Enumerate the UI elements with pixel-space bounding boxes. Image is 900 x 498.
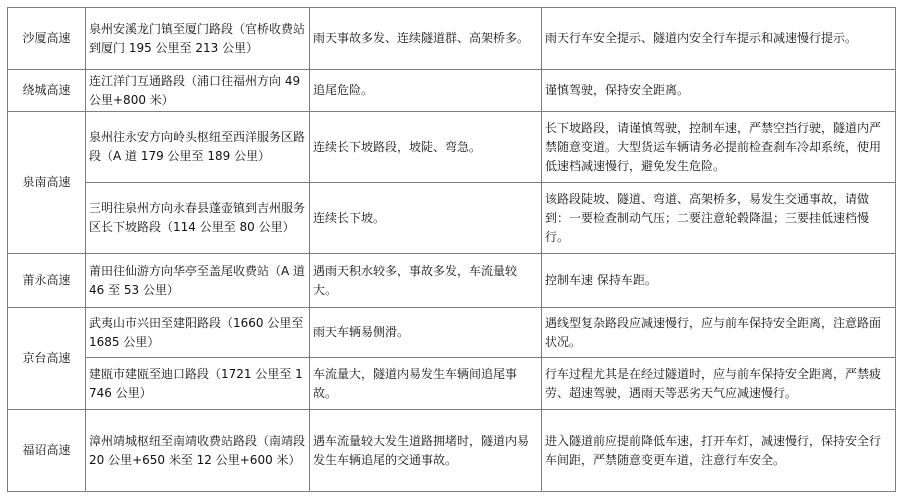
advice-cell: 遇线型复杂路段应减速慢行，应与前车保持安全距离，注意路面状况。 bbox=[542, 308, 896, 358]
advice-cell: 行车过程尤其是在经过隧道时，应与前车保持安全距离，严禁疲劳、超速驾驶，遇雨天等恶劣天气应减速慢行。 bbox=[542, 358, 896, 410]
table-row bbox=[8, 112, 896, 183]
feature-cell: 连续长下坡路段，坡陡、弯急。 bbox=[310, 112, 542, 183]
segment-cell: 连江洋门互通路段（浦口往福州方向 49 公里+800 米） bbox=[86, 70, 310, 112]
table-row bbox=[8, 183, 896, 254]
segment-cell: 三明往泉州方向永春县蓬壶镇到吉州服务区长下坡路段（114 公里至 80 公里） bbox=[86, 183, 310, 254]
table-row bbox=[8, 254, 896, 308]
feature-cell: 雨天车辆易侧滑。 bbox=[310, 308, 542, 358]
feature-cell: 遇车流量较大发生道路拥堵时，隧道内易发生车辆追尾的交通事故。 bbox=[310, 410, 542, 492]
advice-cell: 进入隧道前应提前降低车速，打开车灯，减速慢行，保持安全行车间距，严禁随意变更车道，注意行车安全。 bbox=[542, 410, 896, 492]
advice-cell: 长下坡路段，请谨慎驾驶，控制车速，严禁空挡行驶，隧道内严禁随意变道。大型货运车辆请务必提前检查刹车冷却系统，使用低速档减速慢行，避免发生危险。 bbox=[542, 112, 896, 183]
advice-cell: 雨天行车安全提示、隧道内安全行车提示和减速慢行提示。 bbox=[542, 8, 896, 70]
road-name-cell: 京台高速 bbox=[8, 308, 86, 410]
road-name-cell: 沙厦高速 bbox=[8, 8, 86, 70]
table-row bbox=[8, 8, 896, 70]
advice-cell: 控制车速 保持车距。 bbox=[542, 254, 896, 308]
feature-cell: 追尾危险。 bbox=[310, 70, 542, 112]
feature-cell: 雨天事故多发、连续隧道群、高架桥多。 bbox=[310, 8, 542, 70]
feature-cell: 连续长下坡。 bbox=[310, 183, 542, 254]
road-name-cell: 福诏高速 bbox=[8, 410, 86, 492]
segment-cell: 漳州靖城枢纽至南靖收费站路段（南靖段 20 公里+650 米至 12 公里+600 米） bbox=[86, 410, 310, 492]
table-row bbox=[8, 308, 896, 358]
segment-cell: 泉州安溪龙门镇至厦门路段（官桥收费站到厦门 195 公里至 213 公里） bbox=[86, 8, 310, 70]
advice-cell: 谨慎驾驶，保持安全距离。 bbox=[542, 70, 896, 112]
road-name-cell: 莆永高速 bbox=[8, 254, 86, 308]
segment-cell: 建瓯市建瓯至迪口路段（1721 公里至 1746 公里） bbox=[86, 358, 310, 410]
table-row bbox=[8, 358, 896, 410]
road-name-cell: 绕城高速 bbox=[8, 70, 86, 112]
table-row bbox=[8, 70, 896, 112]
segment-cell: 泉州往永安方向岭头枢纽至西洋服务区路段（A 道 179 公里至 189 公里） bbox=[86, 112, 310, 183]
feature-cell: 车流量大，隧道内易发生车辆间追尾事故。 bbox=[310, 358, 542, 410]
feature-cell: 遇雨天积水较多，事故多发，车流量较大。 bbox=[310, 254, 542, 308]
segment-cell: 武夷山市兴田至建阳路段（1660 公里至 1685 公里） bbox=[86, 308, 310, 358]
road-name-cell: 泉南高速 bbox=[8, 112, 86, 254]
segment-cell: 莆田往仙游方向华亭至盖尾收费站（A 道 46 至 53 公里） bbox=[86, 254, 310, 308]
highway-safety-table bbox=[7, 7, 896, 492]
advice-cell: 该路段陡坡、隧道、弯道、高架桥多，易发生交通事故，请做到：一要检查制动气压；二要注意轮毂降温；三要挂低速档慢行。 bbox=[542, 183, 896, 254]
table-row bbox=[8, 410, 896, 492]
